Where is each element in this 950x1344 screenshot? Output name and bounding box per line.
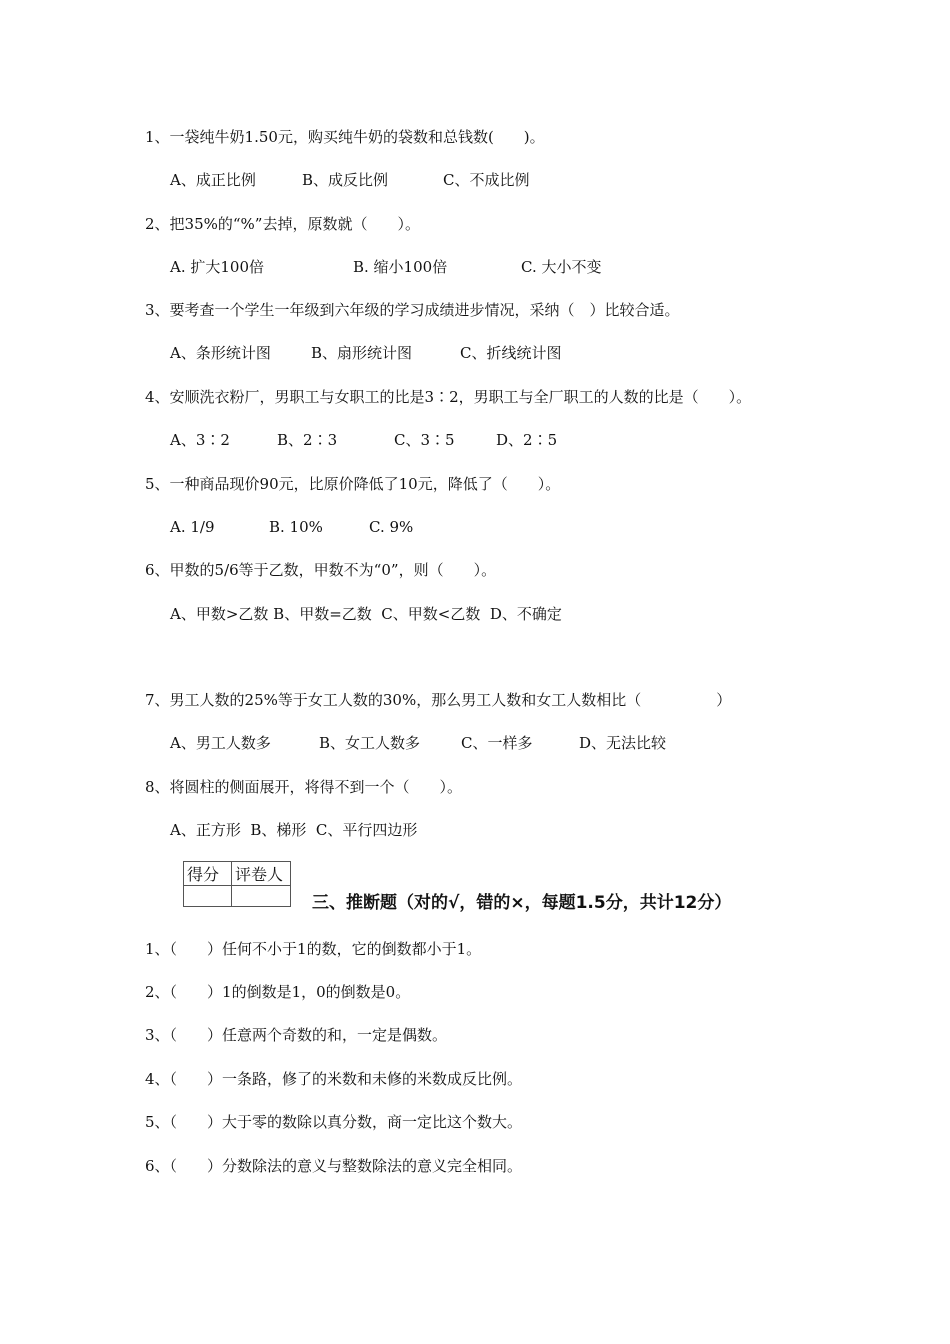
- option-8-all: A、正方形 B、梯形 C、平行四边形: [170, 821, 418, 839]
- option-3a: A、条形统计图: [170, 344, 271, 362]
- option-1b: B、成反比例: [302, 171, 389, 189]
- option-5b: B. 10%: [269, 518, 323, 536]
- judge-item-3: 3、（ ）任意两个奇数的和，一定是偶数。: [145, 1026, 448, 1044]
- score-cell: [184, 886, 232, 907]
- option-2a: A. 扩大100倍: [170, 258, 264, 276]
- question-1: 1、一袋纯牛奶1.50元，购买纯牛奶的袋数和总钱数( )。: [145, 128, 545, 146]
- option-4a: A、3∶2: [170, 431, 230, 449]
- judge-item-6: 6、（ ）分数除法的意义与整数除法的意义完全相同。: [145, 1157, 523, 1175]
- option-7c: C、一样多: [461, 734, 533, 752]
- question-5: 5、一种商品现价90元，比原价降低了10元，降低了（ ）。: [145, 475, 561, 493]
- option-4d: D、2∶5: [496, 431, 558, 449]
- question-6: 6、甲数的5/6等于乙数，甲数不为“0”，则（ ）。: [145, 561, 497, 579]
- option-7a: A、男工人数多: [170, 734, 271, 752]
- option-1c: C、不成比例: [443, 171, 530, 189]
- grader-label: 评卷人: [232, 862, 291, 886]
- question-4: 4、安顺洗衣粉厂，男职工与女职工的比是3∶2，男职工与全厂职工的人数的比是（ ）。: [145, 388, 752, 406]
- option-7b: B、女工人数多: [319, 734, 421, 752]
- option-2b: B. 缩小100倍: [353, 258, 448, 276]
- question-7: 7、男工人数的25%等于女工人数的30%，那么男工人数和女工人数相比（ ）: [145, 691, 732, 709]
- option-2c: C. 大小不变: [521, 258, 602, 276]
- option-4c: C、3∶5: [394, 431, 455, 449]
- question-2: 2、把35%的“%”去掉，原数就（ ）。: [145, 215, 420, 233]
- judge-item-1: 1、（ ）任何不小于1的数，它的倒数都小于1。: [145, 940, 482, 958]
- option-1a: A、成正比例: [170, 171, 256, 189]
- judge-item-5: 5、（ ）大于零的数除以真分数，商一定比这个数大。: [145, 1113, 523, 1131]
- question-3: 3、要考查一个学生一年级到六年级的学习成绩进步情况，采纳（ ）比较合适。: [145, 301, 680, 319]
- option-7d: D、无法比较: [579, 734, 667, 752]
- question-8: 8、将圆柱的侧面展开，将得不到一个（ ）。: [145, 778, 463, 796]
- score-label: 得分: [184, 862, 232, 886]
- grader-cell: [232, 886, 291, 907]
- option-6-all: A、甲数>乙数 B、甲数=乙数 C、甲数<乙数 D、不确定: [170, 605, 562, 623]
- option-5a: A. 1/9: [170, 518, 215, 536]
- option-3c: C、折线统计图: [460, 344, 562, 362]
- judge-item-4: 4、（ ）一条路，修了的米数和未修的米数成反比例。: [145, 1070, 523, 1088]
- option-4b: B、2∶3: [277, 431, 338, 449]
- judge-item-2: 2、（ ）1的倒数是1，0的倒数是0。: [145, 983, 411, 1001]
- option-5c: C. 9%: [369, 518, 414, 536]
- score-table: [183, 861, 291, 907]
- option-3b: B、扇形统计图: [311, 344, 413, 362]
- section-3-title: 三、推断题（对的√，错的×，每题1.5分，共计12分）: [312, 893, 732, 913]
